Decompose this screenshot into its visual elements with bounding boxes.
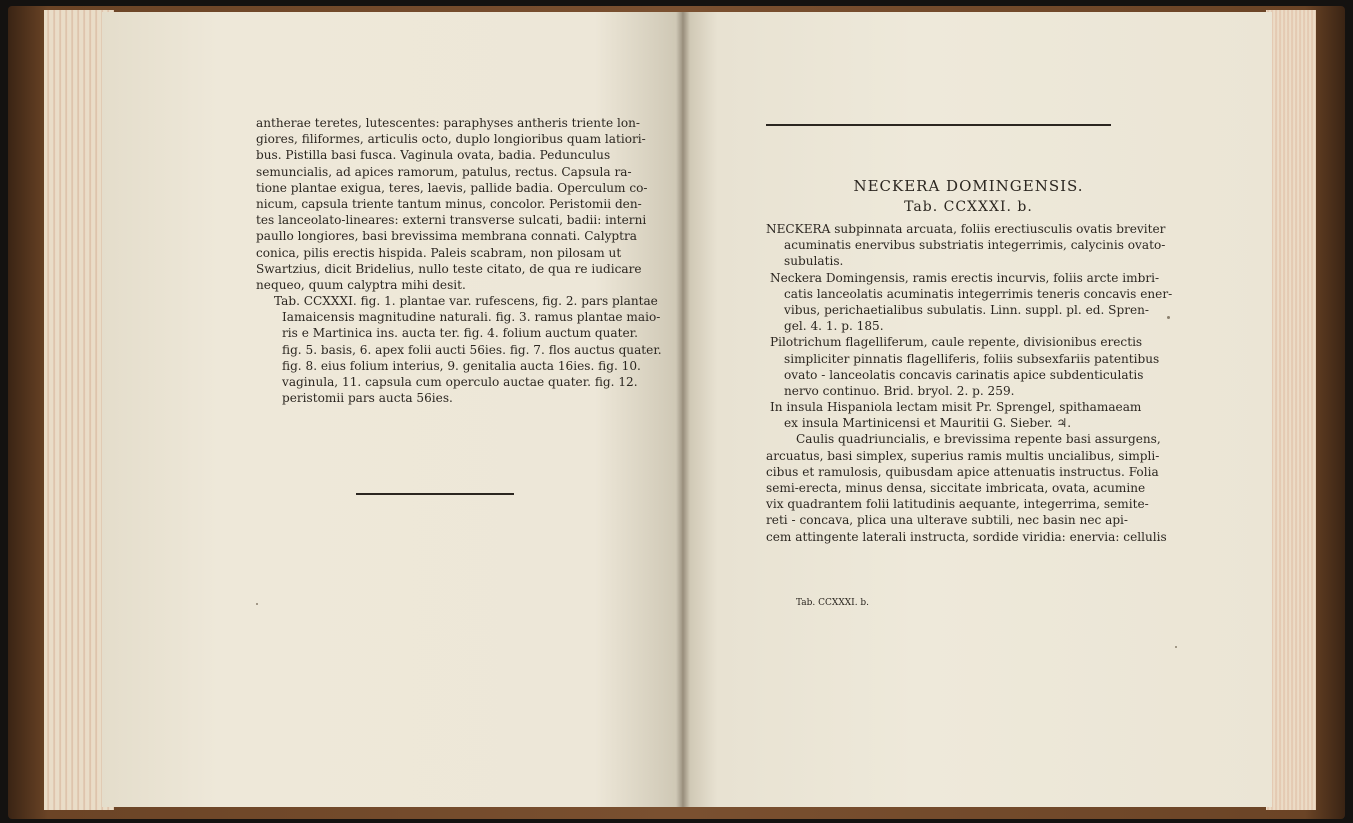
synonym-line: Pilotrichum flagelliferum, caule repente, divisionibus erectis bbox=[770, 335, 1143, 350]
tab-caption-line: fig. 8. eius folium interius, 9. genitalia aucta 16ies. fig. 10. bbox=[282, 358, 641, 373]
tab-caption-line: fig. 5. basis, 6. apex folii aucti 56ies. fig. 7. flos auctus quater. bbox=[282, 342, 662, 357]
book-gutter bbox=[676, 12, 690, 807]
description-line: vix quadrantem folii latitudinis aequante, integerrima, semite- bbox=[766, 497, 1149, 512]
synonym-line: Neckera Domingensis, ramis erectis incurvis, foliis arcte imbri- bbox=[770, 270, 1160, 285]
text-line: tes lanceolato-lineares: externi transverse sulcati, badii: interni bbox=[256, 213, 647, 228]
synonym-line: nervo continuo. Brid. bryol. 2. p. 259. bbox=[784, 383, 1015, 398]
right-page-edges bbox=[1266, 10, 1316, 810]
plate-number: Tab. CCXXXI. b. bbox=[904, 199, 1033, 215]
synonym-line: simpliciter pinnatis flagelliferis, foliis subsexfariis patentibus bbox=[784, 351, 1160, 366]
top-rule bbox=[766, 124, 1111, 126]
text-line: Swartzius, dicit Bridelius, nullo teste citato, de qua re iudicare bbox=[256, 261, 642, 276]
text-line: antherae teretes, lutescentes: paraphyses antheris triente lon- bbox=[256, 116, 640, 130]
description-line: semi-erecta, minus densa, siccitate imbricata, ovata, acumine bbox=[766, 481, 1146, 495]
tab-caption-line: peristomii pars aucta 56ies. bbox=[282, 391, 453, 406]
right-page-text bbox=[766, 221, 1171, 545]
habitat-line: ex insula Martinicensi et Mauritii G. Sieber. ♃. bbox=[784, 416, 1072, 431]
description-line: Caulis quadriuncialis, e brevissima repente basi assurgens, bbox=[796, 432, 1161, 447]
description-line: arcuatus, basi simplex, superius ramis multis uncialibus, simpli- bbox=[766, 448, 1160, 463]
tab-caption-line: Tab. CCXXXI. fig. 1. plantae var. rufescens, fig. 2. pars plantae bbox=[274, 294, 658, 309]
tab-caption-line: ris e Martinica ins. aucta ter. fig. 4. folium auctum quater. bbox=[282, 326, 638, 341]
text-line: semuncialis, ad apices ramorum, patulus, rectus. Capsula ra- bbox=[256, 164, 632, 179]
text-line: tione plantae exigua, teres, laevis, pallide badia. Operculum co- bbox=[256, 180, 648, 195]
tab-caption-line: Iamaicensis magnitudine naturali. fig. 3. ramus plantae maio- bbox=[282, 310, 661, 325]
paper-spot bbox=[256, 603, 258, 605]
text-line: nequeo, quum calyptra mihi desit. bbox=[256, 277, 466, 292]
synonym-line: ovato - lanceolatis concavis carinatis apice subdenticulatis bbox=[784, 367, 1144, 382]
diagnosis-line: acuminatis enervibus substriatis integerrimis, calycinis ovato- bbox=[784, 238, 1166, 253]
synonym-line: catis lanceolatis acuminatis integerrimis teneris concavis ener- bbox=[784, 286, 1173, 301]
description-line: cem attingente laterali instructa, sordide viridia: enervia: cellulis bbox=[766, 529, 1167, 544]
diagnosis-line: subulatis. bbox=[784, 254, 844, 269]
synonym-line: vibus, perichaetialibus subulatis. Linn. suppl. pl. ed. Spren- bbox=[784, 302, 1150, 317]
text-line: nicum, capsula triente tantum minus, concolor. Peristomii den- bbox=[256, 196, 642, 211]
text-line: paullo longiores, basi brevissima membrana connati. Calyptra bbox=[256, 229, 638, 244]
synonym-line: gel. 4. 1. p. 185. bbox=[784, 319, 884, 334]
left-page-text bbox=[256, 115, 662, 406]
species-title: NECKERA DOMINGENSIS. bbox=[853, 177, 1084, 195]
text-line: conica, pilis erectis hispida. Paleis scabram, non pilosam ut bbox=[256, 245, 622, 260]
tab-caption-line: vaginula, 11. capsula cum operculo auctae quater. fig. 12. bbox=[282, 375, 638, 389]
page-footer: Tab. CCXXXI. b. bbox=[796, 598, 870, 608]
text-line: bus. Pistilla basi fusca. Vaginula ovata, badia. Pedunculus bbox=[256, 148, 611, 163]
diagnosis-line: NECKERA subpinnata arcuata, foliis erectiusculis ovatis breviter bbox=[766, 222, 1166, 236]
description-line: reti - concava, plica una ulterave subtili, nec basin nec api- bbox=[766, 513, 1129, 528]
paper-spot bbox=[1175, 646, 1177, 648]
text-line: giores, filiformes, articulis octo, duplo longioribus quam latiori- bbox=[256, 132, 646, 147]
left-end-rule bbox=[356, 493, 514, 495]
habitat-line: In insula Hispaniola lectam misit Pr. Sprengel, spithamaeam bbox=[770, 400, 1142, 415]
paper-spot bbox=[1167, 316, 1170, 319]
description-line: cibus et ramulosis, quibusdam apice attenuatis instructus. Folia bbox=[766, 464, 1159, 479]
